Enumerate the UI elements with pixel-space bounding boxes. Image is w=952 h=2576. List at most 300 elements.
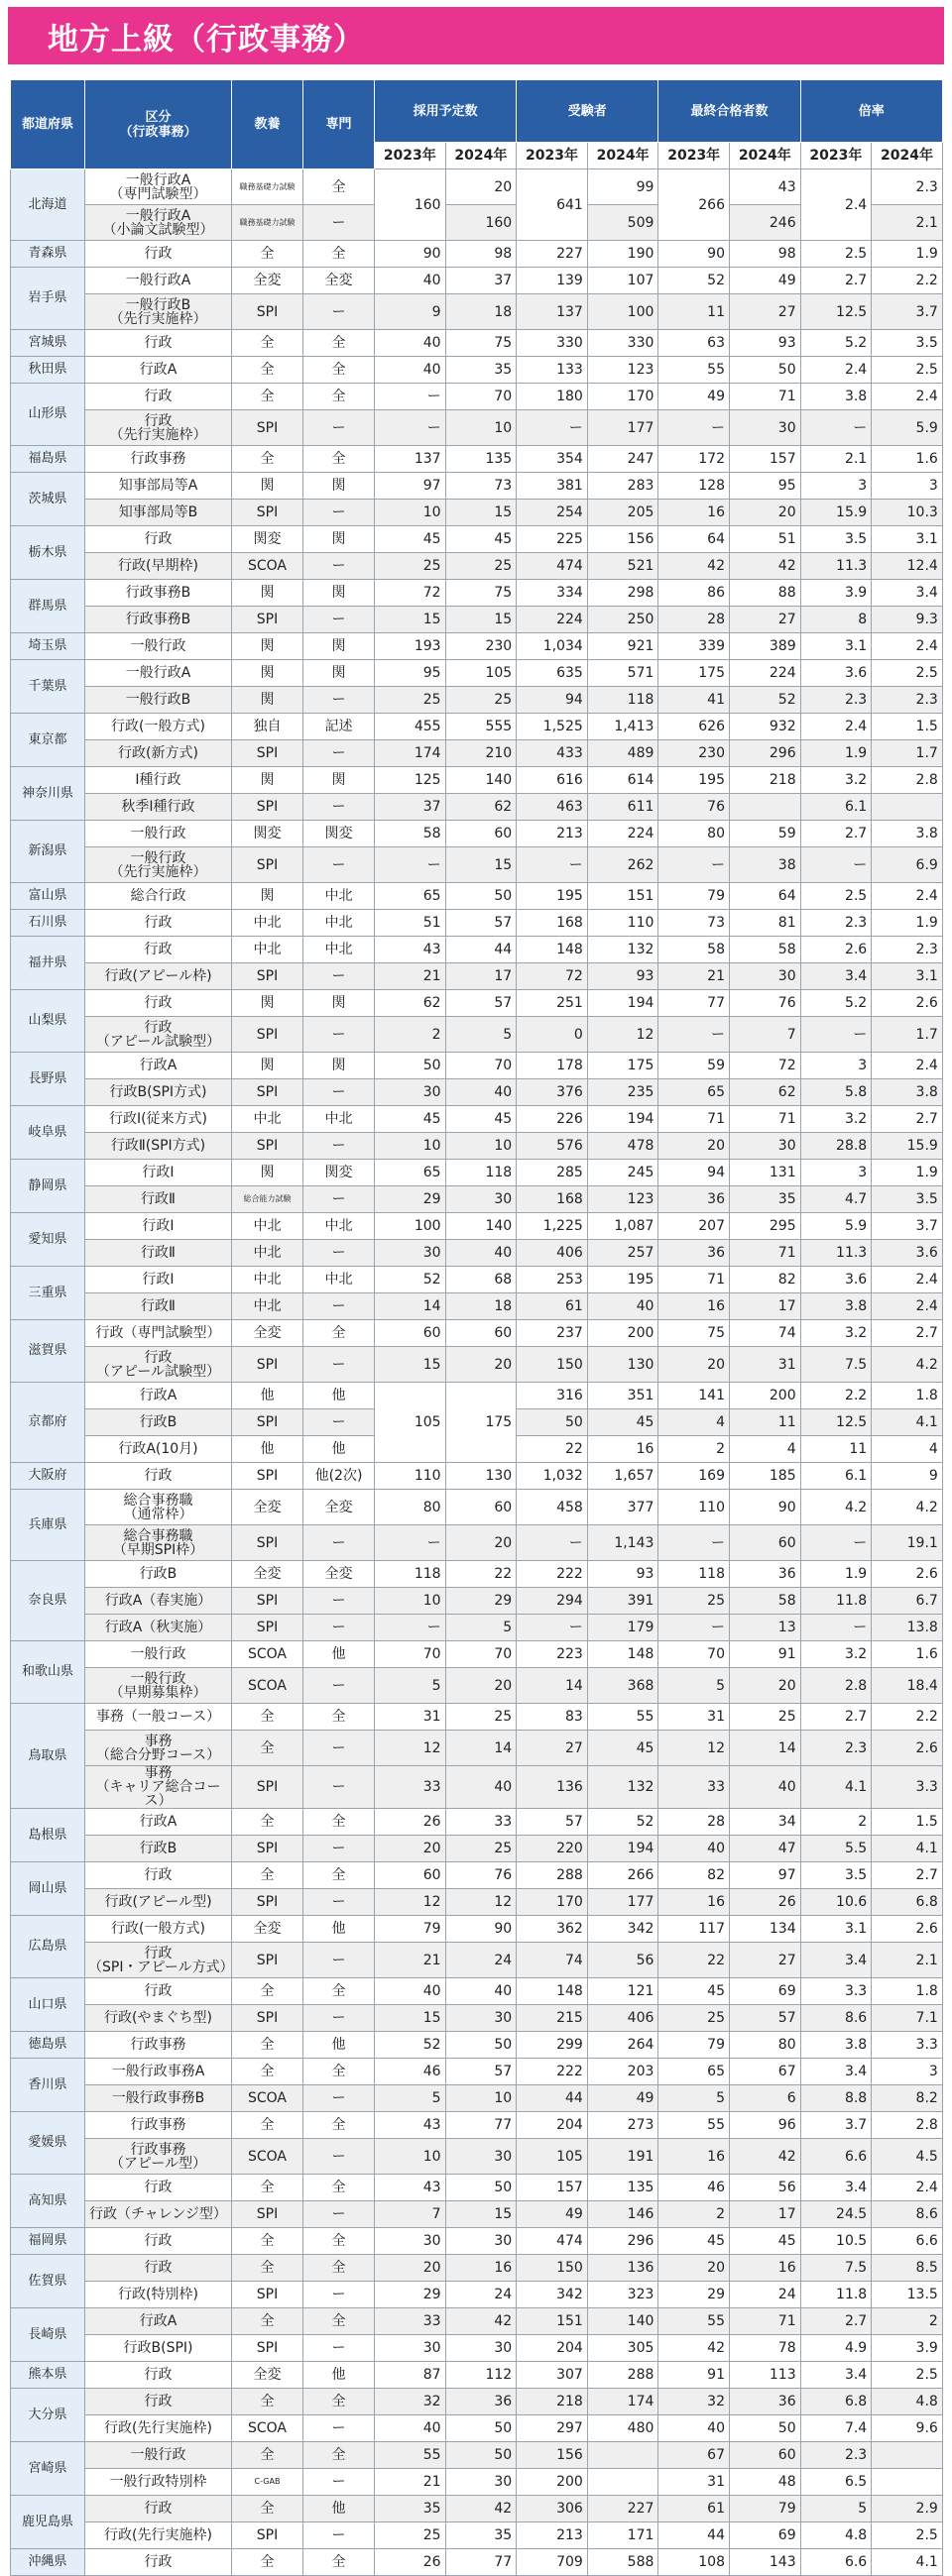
category-cell: 一般行政 [85, 2442, 232, 2469]
examinee-cell: 351 [587, 1383, 658, 1409]
planned-cell: 140 [445, 1213, 517, 1240]
final-passer-cell: 57 [730, 2005, 801, 2032]
header-examinees: 受験者 [517, 80, 658, 143]
table-row [11, 2522, 943, 2549]
ratio-cell: 5.5 [800, 1836, 872, 1862]
table-row [11, 794, 943, 821]
ratio-cell: 6.1 [800, 794, 872, 821]
examinee-cell [587, 2469, 658, 2496]
final-passer-cell: 38 [730, 847, 801, 883]
planned-cell: 40 [445, 1766, 517, 1809]
ratio-cell: 6.6 [800, 2549, 872, 2576]
final-passer-cell: 59 [658, 1053, 730, 1079]
examinee-cell: 137 [517, 294, 588, 330]
examinee-cell: 921 [587, 633, 658, 660]
examinee-cell: 174 [587, 2389, 658, 2415]
header-final-passers: 最終合格者数 [658, 80, 800, 143]
planned-cell: 18 [445, 1293, 517, 1320]
table-row [11, 384, 943, 410]
kyoyo-cell: 全 [232, 2255, 303, 2282]
examinee-cell: 72 [517, 963, 588, 990]
senmon-cell: ー [303, 294, 375, 330]
prefecture-cell: 島根県 [11, 1809, 85, 1862]
final-passer-cell: 43 [730, 169, 801, 205]
category-cell: 総合事務職 （早期SPI枠） [85, 1525, 232, 1561]
final-passer-cell: 73 [658, 910, 730, 937]
examinee-cell: 121 [587, 1978, 658, 2005]
planned-cell: 45 [445, 1106, 517, 1133]
planned-cell: 30 [445, 1186, 517, 1213]
ratio-cell: 3.6 [800, 660, 872, 687]
category-cell: 行政事務 [85, 2032, 232, 2059]
ratio-cell: 4.2 [872, 1347, 943, 1383]
kyoyo-cell: SPI [232, 2335, 303, 2362]
category-cell: 行政(一般方式) [85, 1916, 232, 1943]
ratio-cell: ー [800, 410, 872, 446]
category-cell: 行政(やまぐち型) [85, 2005, 232, 2032]
senmon-cell: ー [303, 2201, 375, 2228]
planned-cell: 55 [375, 2442, 446, 2469]
examinee-cell: 194 [587, 990, 658, 1017]
planned-cell: 70 [445, 1053, 517, 1079]
senmon-cell: ー [303, 794, 375, 821]
examinee-cell: 305 [587, 2335, 658, 2362]
kyoyo-cell: 中北 [232, 910, 303, 937]
prefecture-cell: 宮城県 [11, 330, 85, 357]
table-row [11, 910, 943, 937]
kyoyo-cell: 中北 [232, 1213, 303, 1240]
table-row [11, 1383, 943, 1409]
planned-cell: 30 [375, 1079, 446, 1106]
kyoyo-cell: 関変 [232, 821, 303, 847]
table-row [11, 2228, 943, 2255]
senmon-cell: 中北 [303, 1106, 375, 1133]
senmon-cell: ー [303, 1133, 375, 1160]
final-passer-cell: 71 [730, 384, 801, 410]
final-passer-cell: 55 [658, 357, 730, 384]
final-passer-cell: 42 [730, 2139, 801, 2175]
table-row [11, 1641, 943, 1668]
planned-cell: ー [375, 1525, 446, 1561]
planned-cell: 125 [375, 767, 446, 794]
planned-cell: 35 [445, 357, 517, 384]
header-ratio: 倍率 [800, 80, 942, 143]
category-cell: 行政 （アピール試験型） [85, 1347, 232, 1383]
examinee-cell: 253 [517, 1267, 588, 1293]
ratio-cell: 2.6 [800, 937, 872, 963]
kyoyo-cell: SPI [232, 1836, 303, 1862]
ratio-cell: 1.9 [800, 740, 872, 767]
table-row [11, 1079, 943, 1106]
ratio-cell: 2.4 [872, 883, 943, 910]
planned-cell: 10 [375, 1133, 446, 1160]
category-cell: 一般行政特別枠 [85, 2469, 232, 2496]
table-body [11, 169, 943, 2576]
planned-cell: 193 [375, 633, 446, 660]
prefecture-cell: 熊本県 [11, 2362, 85, 2389]
final-passer-cell: ー [658, 410, 730, 446]
kyoyo-cell: 全変 [232, 1490, 303, 1525]
planned-cell: 90 [445, 1916, 517, 1943]
table-row [11, 1017, 943, 1053]
planned-cell: 76 [445, 1862, 517, 1889]
final-passer-cell: 96 [730, 2112, 801, 2139]
category-cell: 行政B(SPI方式) [85, 1079, 232, 1106]
prefecture-cell: 滋賀県 [11, 1320, 85, 1383]
planned-cell: 10 [375, 1588, 446, 1615]
prefecture-cell: 静岡県 [11, 1160, 85, 1213]
table-row [11, 990, 943, 1017]
senmon-cell: ー [303, 500, 375, 526]
planned-cell: 90 [375, 241, 446, 268]
final-passer-cell: 91 [730, 1641, 801, 1668]
kyoyo-cell: 全 [232, 330, 303, 357]
final-passer-cell: 33 [658, 1766, 730, 1809]
final-passer-cell: 27 [730, 294, 801, 330]
senmon-cell: 全 [303, 1809, 375, 1836]
category-cell: 行政（専門試験型） [85, 1320, 232, 1347]
category-cell: 行政(アピール枠) [85, 963, 232, 990]
ratio-cell: 3.2 [800, 1106, 872, 1133]
examinee-cell: 298 [587, 580, 658, 607]
final-passer-cell: 169 [658, 1463, 730, 1490]
final-passer-cell: 25 [658, 2005, 730, 2032]
final-passer-cell: 218 [730, 767, 801, 794]
kyoyo-cell: 全 [232, 2308, 303, 2335]
examinee-cell: ー [517, 1615, 588, 1641]
kyoyo-cell: SCOA [232, 2139, 303, 2175]
ratio-cell: 3.6 [800, 1267, 872, 1293]
final-passer-cell: 67 [658, 2442, 730, 2469]
planned-cell: 57 [445, 2059, 517, 2085]
planned-cell: 110 [375, 1463, 446, 1490]
examinee-cell: 0 [517, 1017, 588, 1053]
final-passer-cell: 60 [730, 1525, 801, 1561]
senmon-cell: ー [303, 687, 375, 714]
planned-cell: 50 [445, 2032, 517, 2059]
category-cell: 一般行政A （専門試験型） [85, 169, 232, 205]
senmon-cell: ー [303, 2522, 375, 2549]
category-cell: 行政 [85, 2362, 232, 2389]
planned-cell: 60 [375, 1862, 446, 1889]
category-cell: 行政 （SPI・アピール方式） [85, 1943, 232, 1978]
prefecture-cell: 青森県 [11, 241, 85, 268]
prefecture-cell: 東京都 [11, 714, 85, 767]
senmon-cell: 全 [303, 1320, 375, 1347]
ratio-cell: 2.2 [872, 1704, 943, 1731]
category-cell: Ⅰ種行政 [85, 767, 232, 794]
examinee-cell: 285 [517, 1160, 588, 1186]
senmon-cell: 全 [303, 357, 375, 384]
category-cell: 行政(先行実施枠) [85, 2415, 232, 2442]
examinee-cell: 135 [587, 2175, 658, 2201]
table-row [11, 1106, 943, 1133]
final-passer-cell: 79 [730, 2496, 801, 2522]
senmon-cell: 全変 [303, 268, 375, 294]
kyoyo-cell: SCOA [232, 1641, 303, 1668]
examinee-cell: 151 [587, 883, 658, 910]
kyoyo-cell: 関 [232, 633, 303, 660]
final-passer-cell: 20 [658, 1133, 730, 1160]
category-cell: 行政(アピール型) [85, 1889, 232, 1916]
final-passer-cell: 47 [730, 1836, 801, 1862]
kyoyo-cell: 中北 [232, 1106, 303, 1133]
final-passer-cell: 36 [730, 2389, 801, 2415]
senmon-cell: ー [303, 740, 375, 767]
ratio-cell: 1.6 [872, 446, 943, 473]
prefecture-cell: 宮崎県 [11, 2442, 85, 2496]
kyoyo-cell: SPI [232, 294, 303, 330]
final-passer-cell: 55 [658, 2308, 730, 2335]
kyoyo-cell: 全 [232, 2496, 303, 2522]
category-cell: 行政（チャレンジ型） [85, 2201, 232, 2228]
final-passer-cell: 95 [730, 473, 801, 500]
final-passer-cell: 2 [658, 2201, 730, 2228]
kyoyo-cell: 関 [232, 580, 303, 607]
prefecture-cell: 北海道 [11, 169, 85, 241]
final-passer-cell: 72 [730, 1053, 801, 1079]
senmon-cell: 全 [303, 2442, 375, 2469]
kyoyo-cell: SCOA [232, 553, 303, 580]
examinee-cell: 635 [517, 660, 588, 687]
category-cell: 行政 [85, 1862, 232, 1889]
planned-cell: 160 [375, 169, 446, 241]
category-cell: 行政Ⅰ [85, 1160, 232, 1186]
senmon-cell: ー [303, 1731, 375, 1766]
kyoyo-cell: SPI [232, 1943, 303, 1978]
examinee-cell: 222 [517, 2059, 588, 2085]
examinee-cell: 1,143 [587, 1525, 658, 1561]
examinee-cell: 1,525 [517, 714, 588, 740]
final-passer-cell: 71 [730, 2308, 801, 2335]
prefecture-cell: 神奈川県 [11, 767, 85, 821]
category-cell: 行政B [85, 1561, 232, 1588]
final-passer-cell: 40 [658, 1836, 730, 1862]
table-row [11, 963, 943, 990]
final-passer-cell: 55 [658, 2112, 730, 2139]
category-cell: 事務（一般コース） [85, 1704, 232, 1731]
examinee-cell: 1,657 [587, 1463, 658, 1490]
planned-cell: 51 [375, 910, 446, 937]
table-row [11, 357, 943, 384]
kyoyo-cell: SPI [232, 1409, 303, 1436]
kyoyo-cell: SPI [232, 2201, 303, 2228]
planned-cell: 32 [375, 2389, 446, 2415]
examinee-cell: 61 [517, 1293, 588, 1320]
table-row [11, 294, 943, 330]
examinee-cell: 94 [517, 687, 588, 714]
planned-cell: 80 [375, 1490, 446, 1525]
examinee-cell: 22 [517, 1436, 588, 1463]
final-passer-cell: 91 [658, 2362, 730, 2389]
planned-cell: 25 [445, 553, 517, 580]
table-row [11, 1731, 943, 1766]
planned-cell: 30 [445, 2335, 517, 2362]
examinee-cell: 213 [517, 821, 588, 847]
examinee-cell: 203 [587, 2059, 658, 2085]
final-passer-cell: 207 [658, 1213, 730, 1240]
ratio-cell: 5.9 [800, 1213, 872, 1240]
planned-cell: 73 [445, 473, 517, 500]
planned-cell: 15 [375, 2005, 446, 2032]
table-row [11, 2059, 943, 2085]
planned-cell: 77 [445, 2112, 517, 2139]
planned-cell: 29 [375, 1186, 446, 1213]
planned-cell: 42 [445, 2308, 517, 2335]
table-row [11, 883, 943, 910]
planned-cell: 37 [375, 794, 446, 821]
planned-cell: 43 [375, 2175, 446, 2201]
ratio-cell: 2.5 [800, 883, 872, 910]
final-passer-cell: 266 [658, 169, 730, 241]
ratio-cell: 8.6 [872, 2201, 943, 2228]
examinee-cell: 178 [517, 1053, 588, 1079]
planned-cell: 43 [375, 2112, 446, 2139]
examinee-cell: 45 [587, 1731, 658, 1766]
table-row [11, 2496, 943, 2522]
table-row [11, 714, 943, 740]
examinee-cell: 12 [587, 1017, 658, 1053]
prefecture-cell: 千葉県 [11, 660, 85, 714]
senmon-cell: 他 [303, 2032, 375, 2059]
category-cell: 行政Ⅱ [85, 1186, 232, 1213]
kyoyo-cell: 中北 [232, 937, 303, 963]
prefecture-cell: 三重県 [11, 1267, 85, 1320]
kyoyo-cell: SPI [232, 1615, 303, 1641]
header-planned-hires: 採用予定数 [375, 80, 517, 143]
table-row [11, 1213, 943, 1240]
planned-cell: 65 [375, 883, 446, 910]
ratio-cell: 3.1 [872, 526, 943, 553]
senmon-cell: ー [303, 1766, 375, 1809]
category-cell: 行政 [85, 2389, 232, 2415]
kyoyo-cell: 全 [232, 241, 303, 268]
table-row [11, 767, 943, 794]
senmon-cell: ー [303, 2005, 375, 2032]
senmon-cell: 他 [303, 1916, 375, 1943]
category-cell: 行政事務 [85, 446, 232, 473]
category-cell: 行政 [85, 2228, 232, 2255]
planned-cell: 22 [445, 1561, 517, 1588]
final-passer-cell: 143 [730, 2549, 801, 2576]
senmon-cell: ー [303, 410, 375, 446]
ratio-cell: 2 [800, 1809, 872, 1836]
prefecture-cell: 愛媛県 [11, 2112, 85, 2175]
prefecture-cell: 岐阜県 [11, 1106, 85, 1160]
final-passer-cell: 25 [658, 1588, 730, 1615]
kyoyo-cell: 全変 [232, 1916, 303, 1943]
final-passer-cell: 75 [658, 1320, 730, 1347]
table-row [11, 1862, 943, 1889]
ratio-cell: 3.5 [800, 1862, 872, 1889]
examinee-cell: 168 [517, 910, 588, 937]
category-cell: 行政A [85, 1383, 232, 1409]
prefecture-cell: 埼玉県 [11, 633, 85, 660]
prefecture-cell: 岩手県 [11, 268, 85, 330]
final-passer-cell: 30 [730, 1133, 801, 1160]
senmon-cell: ー [303, 963, 375, 990]
final-passer-cell: 71 [730, 1240, 801, 1267]
ratio-cell: 2.2 [800, 1383, 872, 1409]
final-passer-cell: 86 [658, 580, 730, 607]
planned-cell: 10 [375, 2139, 446, 2175]
final-passer-cell: 30 [730, 410, 801, 446]
examinee-cell: 376 [517, 1079, 588, 1106]
final-passer-cell: 78 [730, 2335, 801, 2362]
planned-cell: 25 [445, 687, 517, 714]
final-passer-cell: ー [658, 1017, 730, 1053]
planned-cell: 44 [445, 937, 517, 963]
senmon-cell: 全 [303, 2228, 375, 2255]
senmon-cell: ー [303, 1186, 375, 1213]
category-cell: 行政 [85, 2255, 232, 2282]
examinee-cell: 140 [587, 2308, 658, 2335]
senmon-cell: 全 [303, 2059, 375, 2085]
category-cell: 行政 [85, 241, 232, 268]
table-row [11, 2085, 943, 2112]
senmon-cell: ー [303, 1588, 375, 1615]
ratio-cell: 2.1 [872, 205, 943, 241]
senmon-cell: ー [303, 1525, 375, 1561]
examinee-cell: 148 [587, 1641, 658, 1668]
kyoyo-cell: 全変 [232, 2362, 303, 2389]
ratio-cell: 2.7 [800, 1704, 872, 1731]
final-passer-cell: 28 [658, 1809, 730, 1836]
planned-cell: ー [375, 384, 446, 410]
prefecture-cell: 鳥取県 [11, 1704, 85, 1809]
senmon-cell: 関 [303, 633, 375, 660]
senmon-cell: 全変 [303, 1490, 375, 1525]
planned-cell: 15 [445, 500, 517, 526]
final-passer-cell: 339 [658, 633, 730, 660]
category-cell: 行政 [85, 910, 232, 937]
planned-cell: 36 [445, 2389, 517, 2415]
examinee-cell: 368 [587, 1668, 658, 1704]
senmon-cell: 中北 [303, 883, 375, 910]
final-passer-cell: 224 [730, 660, 801, 687]
ratio-cell: 2.8 [872, 767, 943, 794]
planned-cell: ー [375, 847, 446, 883]
examinee-cell: 225 [517, 526, 588, 553]
final-passer-cell: 14 [730, 1731, 801, 1766]
final-passer-cell: 58 [658, 937, 730, 963]
kyoyo-cell: 中北 [232, 1240, 303, 1267]
ratio-cell: 6.5 [800, 2469, 872, 2496]
planned-cell: 75 [445, 580, 517, 607]
ratio-cell [872, 794, 943, 821]
senmon-cell: 関 [303, 1053, 375, 1079]
table-row [11, 2549, 943, 2576]
planned-cell: 40 [375, 2415, 446, 2442]
planned-cell: 12 [445, 1889, 517, 1916]
category-cell: 行政B [85, 1409, 232, 1436]
planned-cell: 40 [445, 1079, 517, 1106]
prefecture-cell: 大分県 [11, 2389, 85, 2442]
final-passer-cell: 22 [658, 1943, 730, 1978]
prefecture-cell: 山梨県 [11, 990, 85, 1053]
final-passer-cell: 58 [730, 1588, 801, 1615]
examinee-cell: 16 [587, 1436, 658, 1463]
kyoyo-cell: 他 [232, 1383, 303, 1409]
final-passer-cell: 25 [730, 1704, 801, 1731]
planned-cell: 10 [445, 2085, 517, 2112]
page-title: 地方上級（行政事務） [48, 21, 365, 57]
planned-cell: 25 [375, 687, 446, 714]
planned-cell: 30 [375, 2228, 446, 2255]
senmon-cell: ー [303, 607, 375, 633]
examinee-cell: 316 [517, 1383, 588, 1409]
final-passer-cell: 77 [658, 990, 730, 1017]
